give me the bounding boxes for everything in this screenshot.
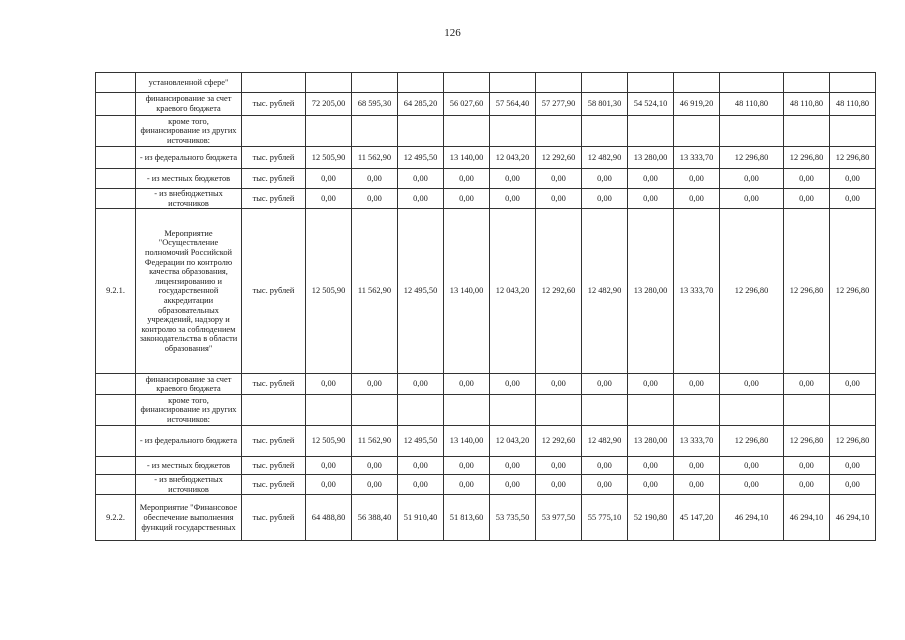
value-cell: 0,00 <box>490 169 536 189</box>
row-number-cell <box>96 395 136 426</box>
value-cell: 13 333,70 <box>674 147 720 169</box>
value-cell <box>306 73 352 93</box>
value-cell: 0,00 <box>306 475 352 495</box>
value-cell: 0,00 <box>398 189 444 209</box>
row-number-cell <box>96 73 136 93</box>
value-cell: 52 190,80 <box>628 495 674 541</box>
value-cell: 0,00 <box>784 475 830 495</box>
value-cell: 64 488,80 <box>306 495 352 541</box>
value-cell: 12 296,80 <box>784 147 830 169</box>
table-row <box>96 426 876 457</box>
value-cell <box>306 395 352 426</box>
table-body <box>96 73 876 541</box>
value-cell: 0,00 <box>398 374 444 395</box>
value-cell: 0,00 <box>720 457 784 475</box>
value-cell: 11 562,90 <box>352 426 398 457</box>
value-cell: 0,00 <box>674 189 720 209</box>
value-cell <box>536 395 582 426</box>
value-cell <box>536 116 582 147</box>
value-cell <box>398 395 444 426</box>
value-cell: 57 564,40 <box>490 93 536 116</box>
value-cell: 0,00 <box>720 189 784 209</box>
value-cell: 12 296,80 <box>830 147 876 169</box>
row-unit-cell: тыс. рублей <box>242 457 306 475</box>
value-cell: 12 296,80 <box>720 426 784 457</box>
value-cell: 0,00 <box>784 457 830 475</box>
value-cell: 0,00 <box>830 169 876 189</box>
value-cell: 13 280,00 <box>628 426 674 457</box>
value-cell: 0,00 <box>536 374 582 395</box>
value-cell: 13 333,70 <box>674 426 720 457</box>
row-name-cell: - из внебюджетных источников <box>136 475 242 495</box>
value-cell: 12 296,80 <box>784 209 830 374</box>
row-number-cell <box>96 116 136 147</box>
value-cell: 48 110,80 <box>784 93 830 116</box>
value-cell: 0,00 <box>490 374 536 395</box>
row-unit-cell: тыс. рублей <box>242 93 306 116</box>
value-cell: 0,00 <box>784 189 830 209</box>
value-cell <box>720 73 784 93</box>
value-cell: 12 292,60 <box>536 209 582 374</box>
row-name-cell: - из местных бюджетов <box>136 457 242 475</box>
value-cell <box>444 73 490 93</box>
value-cell: 0,00 <box>830 189 876 209</box>
value-cell: 45 147,20 <box>674 495 720 541</box>
value-cell: 0,00 <box>582 169 628 189</box>
value-cell: 0,00 <box>784 374 830 395</box>
value-cell <box>352 395 398 426</box>
value-cell: 0,00 <box>398 169 444 189</box>
value-cell: 48 110,80 <box>720 93 784 116</box>
value-cell: 51 813,60 <box>444 495 490 541</box>
value-cell: 46 294,10 <box>720 495 784 541</box>
value-cell: 0,00 <box>830 457 876 475</box>
value-cell: 0,00 <box>628 475 674 495</box>
table-row <box>96 169 876 189</box>
value-cell <box>784 73 830 93</box>
value-cell <box>306 116 352 147</box>
value-cell: 53 977,50 <box>536 495 582 541</box>
row-number-cell <box>96 189 136 209</box>
value-cell <box>398 116 444 147</box>
table-row <box>96 73 876 93</box>
value-cell: 13 280,00 <box>628 147 674 169</box>
value-cell <box>674 73 720 93</box>
value-cell <box>444 116 490 147</box>
row-number-cell <box>96 93 136 116</box>
row-number-cell <box>96 475 136 495</box>
value-cell <box>536 73 582 93</box>
value-cell: 0,00 <box>674 475 720 495</box>
row-number-cell: 9.2.1. <box>96 209 136 374</box>
value-cell: 54 524,10 <box>628 93 674 116</box>
row-unit-cell <box>242 73 306 93</box>
value-cell: 12 505,90 <box>306 147 352 169</box>
value-cell <box>830 73 876 93</box>
table-row <box>96 475 876 495</box>
value-cell: 0,00 <box>582 457 628 475</box>
value-cell: 12 292,60 <box>536 147 582 169</box>
value-cell: 46 919,20 <box>674 93 720 116</box>
row-number-cell <box>96 426 136 457</box>
value-cell: 0,00 <box>628 374 674 395</box>
value-cell <box>582 395 628 426</box>
value-cell: 0,00 <box>628 169 674 189</box>
value-cell: 12 043,20 <box>490 209 536 374</box>
value-cell: 12 495,50 <box>398 147 444 169</box>
value-cell: 56 027,60 <box>444 93 490 116</box>
table-row <box>96 189 876 209</box>
value-cell: 0,00 <box>582 189 628 209</box>
row-unit-cell <box>242 395 306 426</box>
value-cell: 0,00 <box>674 169 720 189</box>
row-number-cell <box>96 374 136 395</box>
value-cell: 12 296,80 <box>720 147 784 169</box>
value-cell: 0,00 <box>352 169 398 189</box>
value-cell <box>490 395 536 426</box>
value-cell: 0,00 <box>306 374 352 395</box>
value-cell: 0,00 <box>536 457 582 475</box>
row-unit-cell: тыс. рублей <box>242 426 306 457</box>
value-cell: 12 296,80 <box>720 209 784 374</box>
value-cell: 0,00 <box>582 374 628 395</box>
value-cell <box>490 73 536 93</box>
table-row <box>96 395 876 426</box>
value-cell: 12 482,90 <box>582 426 628 457</box>
value-cell <box>490 116 536 147</box>
value-cell: 64 285,20 <box>398 93 444 116</box>
value-cell: 12 043,20 <box>490 147 536 169</box>
value-cell: 11 562,90 <box>352 209 398 374</box>
value-cell: 53 735,50 <box>490 495 536 541</box>
value-cell <box>444 395 490 426</box>
value-cell <box>720 116 784 147</box>
row-name-cell: - из федерального бюджета <box>136 426 242 457</box>
row-name-cell: - из внебюджетных источников <box>136 189 242 209</box>
value-cell: 0,00 <box>582 475 628 495</box>
value-cell: 0,00 <box>720 475 784 495</box>
row-number-cell <box>96 169 136 189</box>
value-cell: 12 495,50 <box>398 209 444 374</box>
row-name-cell: финансирование за счет краевого бюджета <box>136 93 242 116</box>
value-cell <box>830 116 876 147</box>
value-cell: 0,00 <box>352 457 398 475</box>
row-name-cell: финансирование за счет краевого бюджета <box>136 374 242 395</box>
value-cell <box>582 116 628 147</box>
value-cell <box>784 116 830 147</box>
value-cell: 48 110,80 <box>830 93 876 116</box>
value-cell: 13 140,00 <box>444 426 490 457</box>
row-name-cell: - из федерального бюджета <box>136 147 242 169</box>
table-row <box>96 495 876 541</box>
value-cell: 0,00 <box>306 457 352 475</box>
row-name-cell: кроме того, финансирование из других источников: <box>136 395 242 426</box>
budget-table <box>95 72 876 541</box>
value-cell: 68 595,30 <box>352 93 398 116</box>
value-cell <box>352 73 398 93</box>
table-row <box>96 457 876 475</box>
value-cell: 0,00 <box>444 374 490 395</box>
row-name-cell: установленной сфере" <box>136 73 242 93</box>
value-cell <box>628 395 674 426</box>
value-cell: 0,00 <box>490 475 536 495</box>
row-unit-cell: тыс. рублей <box>242 147 306 169</box>
value-cell: 0,00 <box>352 475 398 495</box>
value-cell: 12 296,80 <box>830 426 876 457</box>
value-cell: 0,00 <box>398 475 444 495</box>
value-cell: 13 333,70 <box>674 209 720 374</box>
value-cell: 0,00 <box>628 189 674 209</box>
value-cell: 46 294,10 <box>830 495 876 541</box>
value-cell: 58 801,30 <box>582 93 628 116</box>
value-cell: 12 296,80 <box>830 209 876 374</box>
value-cell: 55 775,10 <box>582 495 628 541</box>
value-cell: 72 205,00 <box>306 93 352 116</box>
value-cell: 0,00 <box>444 457 490 475</box>
page-number: 126 <box>444 27 461 39</box>
value-cell <box>784 395 830 426</box>
value-cell: 51 910,40 <box>398 495 444 541</box>
value-cell <box>628 73 674 93</box>
value-cell: 0,00 <box>674 374 720 395</box>
row-name-cell: Мероприятие "Финансовое обеспечение выполнения функций государственных <box>136 495 242 541</box>
row-unit-cell: тыс. рублей <box>242 169 306 189</box>
value-cell <box>352 116 398 147</box>
value-cell: 0,00 <box>628 457 674 475</box>
value-cell <box>674 395 720 426</box>
row-name-cell: Мероприятие "Осуществление полномочий Российской Федерации по контролю качества образования, лицензированию и государственной аккредитации образовательных учреждений, надзору и контролю за соблюдением законодательства в области образования" <box>136 209 242 374</box>
value-cell: 12 505,90 <box>306 209 352 374</box>
row-unit-cell: тыс. рублей <box>242 475 306 495</box>
value-cell: 0,00 <box>784 169 830 189</box>
value-cell: 0,00 <box>352 374 398 395</box>
table-row <box>96 209 876 374</box>
value-cell: 12 495,50 <box>398 426 444 457</box>
value-cell: 12 043,20 <box>490 426 536 457</box>
value-cell: 0,00 <box>674 457 720 475</box>
table-row <box>96 116 876 147</box>
value-cell: 0,00 <box>830 374 876 395</box>
value-cell: 13 280,00 <box>628 209 674 374</box>
row-unit-cell <box>242 116 306 147</box>
value-cell: 0,00 <box>720 169 784 189</box>
table-row <box>96 147 876 169</box>
value-cell: 46 294,10 <box>784 495 830 541</box>
table-row <box>96 374 876 395</box>
row-unit-cell: тыс. рублей <box>242 374 306 395</box>
value-cell: 0,00 <box>830 475 876 495</box>
value-cell <box>674 116 720 147</box>
value-cell: 12 505,90 <box>306 426 352 457</box>
value-cell <box>720 395 784 426</box>
value-cell <box>628 116 674 147</box>
row-unit-cell: тыс. рублей <box>242 189 306 209</box>
value-cell: 0,00 <box>352 189 398 209</box>
row-unit-cell: тыс. рублей <box>242 495 306 541</box>
value-cell: 12 482,90 <box>582 209 628 374</box>
value-cell: 0,00 <box>444 475 490 495</box>
row-name-cell: кроме того, финансирование из других источников: <box>136 116 242 147</box>
value-cell: 0,00 <box>306 169 352 189</box>
value-cell: 12 482,90 <box>582 147 628 169</box>
value-cell: 0,00 <box>398 457 444 475</box>
value-cell <box>582 73 628 93</box>
value-cell <box>398 73 444 93</box>
value-cell: 0,00 <box>536 169 582 189</box>
row-number-cell <box>96 457 136 475</box>
value-cell: 0,00 <box>444 169 490 189</box>
row-unit-cell: тыс. рублей <box>242 209 306 374</box>
value-cell: 0,00 <box>720 374 784 395</box>
value-cell: 11 562,90 <box>352 147 398 169</box>
value-cell: 57 277,90 <box>536 93 582 116</box>
value-cell: 13 140,00 <box>444 147 490 169</box>
value-cell: 0,00 <box>536 475 582 495</box>
value-cell: 0,00 <box>490 189 536 209</box>
value-cell: 56 388,40 <box>352 495 398 541</box>
table-row <box>96 93 876 116</box>
row-number-cell: 9.2.2. <box>96 495 136 541</box>
value-cell <box>830 395 876 426</box>
value-cell: 12 296,80 <box>784 426 830 457</box>
value-cell: 0,00 <box>444 189 490 209</box>
value-cell: 12 292,60 <box>536 426 582 457</box>
value-cell: 0,00 <box>536 189 582 209</box>
value-cell: 0,00 <box>490 457 536 475</box>
value-cell: 0,00 <box>306 189 352 209</box>
value-cell: 13 140,00 <box>444 209 490 374</box>
row-name-cell: - из местных бюджетов <box>136 169 242 189</box>
row-number-cell <box>96 147 136 169</box>
